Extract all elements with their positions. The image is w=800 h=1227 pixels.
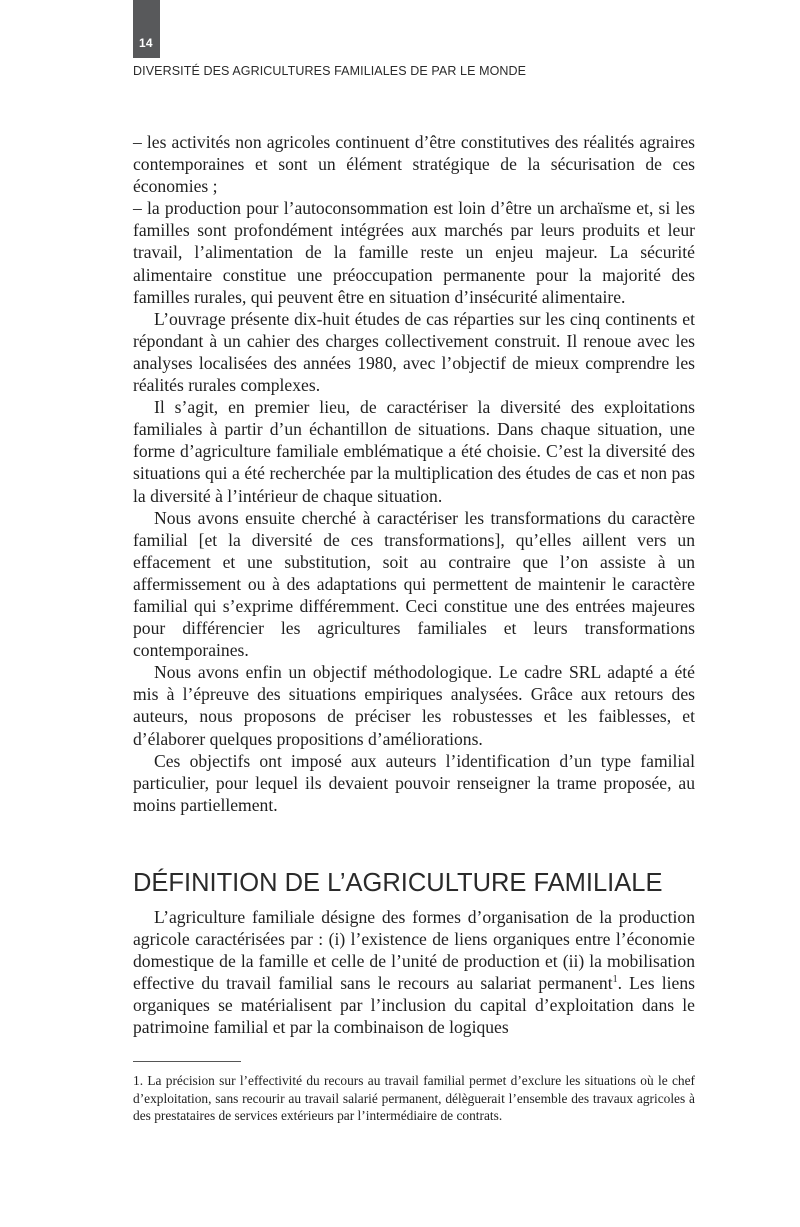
page-number: 14 xyxy=(139,36,153,50)
paragraph-6: Nous avons enfin un objectif méthodologique. Le cadre SRL adapté a été mis à l’épreuve des situations empiriques analysées. Grâce aux retours des auteurs, nous proposons de préciser les robustesses et les faiblesses, et d’élaborer quelques propositions d’améliorations. xyxy=(133,662,695,749)
paragraph-4: Il s’agit, en premier lieu, de caractériser la diversité des exploitations familiales à partir d’un échantillon de situations. Dans chaque situation, une forme d’agriculture familiale emblématique a été choisie. C’est la diversité des situations qui a été recherchée par la multiplication des études de cas et non pas la diversité à l’intérieur de chaque situation. xyxy=(133,397,695,506)
paragraph-3: L’ouvrage présente dix-huit études de cas réparties sur les cinq continents et répondant à un cahier des charges collectivement construit. Il renoue avec les analyses localisées des années 1980, avec l’objectif de mieux comprendre les réalités rurales complexes. xyxy=(133,308,695,396)
paragraph-bullet-2: – la production pour l’autoconsommation est loin d’être un archaïsme et, si les familles sont profondément intégrées aux marchés par leurs produits et leur travail, l’alimentation de la famille reste un enjeu majeur. La sécurité alimentaire constitue une préoccupation permanente pour la majorité des familles rurales, qui peuvent être en situation d’insécurité alimentaire. xyxy=(133,198,695,307)
body-text xyxy=(133,131,695,816)
running-header: DIVERSITÉ DES AGRICULTURES FAMILIALES DE PAR LE MONDE xyxy=(133,64,527,78)
section-heading: DÉFINITION DE L’AGRICULTURE FAMILIALE xyxy=(133,869,663,897)
footnote-text: 1. La précision sur l’effectivité du recours au travail familial permet d’exclure les situations où le chef d’exploitation, sans recourir au travail salarié permanent, délèguerait l’ensemble des travaux agricoles à des prestataires de services extérieurs par l’intermédiaire de contrats. xyxy=(133,1073,695,1124)
paragraph-7: Ces objectifs ont imposé aux auteurs l’identification d’un type familial particulier, pour lequel ils devaient pouvoir renseigner la trame proposée, au moins partiellement. xyxy=(133,750,695,815)
section-paragraph xyxy=(133,906,695,1039)
footnote xyxy=(133,1072,695,1125)
paragraph-5: Nous avons ensuite cherché à caractériser les transformations du caractère familial [et la diversité de ces transformations], qu’elles aillent vers un effacement et une substitution, soit au contraire que l’on assiste à un affermissement ou à des adaptations qui permettent de maintenir le caractère familial qui s’exprime différemment. Ceci constitue une des entrées majeures pour différencier les agricultures familiales et leurs transformations contemporaines. xyxy=(133,507,695,661)
footnote-reference: 1 xyxy=(612,974,618,986)
section-paragraph-part-2: . Les liens organiques se matérialisent par l’inclusion du capital d’exploitation dans le patrimoine familial et par la combinaison de logiques xyxy=(133,973,696,1038)
paragraph-bullet-1: – les activités non agricoles continuent d’être constitutives des réalités agraires contemporaines et sont un élément stratégique de la sécurisation de ces économies ; xyxy=(133,132,695,197)
section-paragraph-part-1: L’agriculture familiale désigne des formes d’organisation de la production agricole caractérisées par : (i) l’existence de liens organiques entre l’économie domestique de la famille et celle de l’unité de production et (ii) la mobilisation effective du travail familial sans le recours au salariat permanent xyxy=(133,907,695,994)
section-text xyxy=(133,906,695,1039)
footnote-divider xyxy=(133,1061,241,1062)
